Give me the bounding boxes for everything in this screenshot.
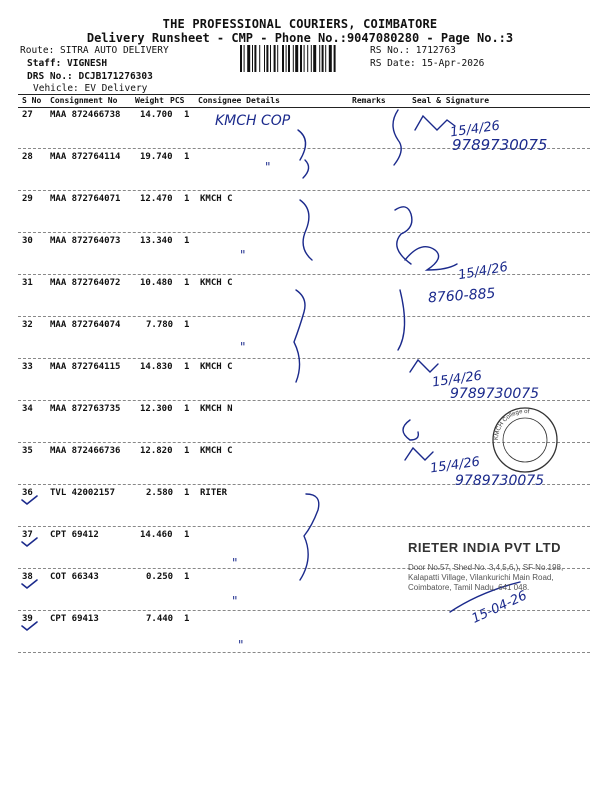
row-weight: 0.250 [146, 572, 174, 582]
row-weight: 2.580 [146, 488, 174, 498]
row-sno: 38 [22, 572, 33, 582]
row-weight: 14.460 [140, 530, 173, 540]
row-sno: 35 [22, 446, 33, 456]
staff-label: Staff: VIGNESH [27, 58, 108, 69]
row-consignee: KMCH C [200, 362, 233, 372]
handwritten-ditto: " [240, 248, 246, 262]
barcode-bar [247, 45, 250, 72]
row-pcs: 1 [184, 572, 190, 582]
barcode-bar [313, 45, 316, 72]
row-consignment: MAA 872764073 [50, 236, 121, 246]
row-weight: 14.700 [140, 110, 173, 120]
college-seal [490, 405, 560, 475]
row-consignment: COT 66343 [50, 572, 99, 582]
handwritten-date: 15/4/26 [429, 454, 481, 477]
row-pcs: 1 [184, 320, 190, 330]
barcode-bar [322, 45, 324, 72]
barcode-bar [274, 45, 276, 72]
row-pcs: 1 [184, 110, 190, 120]
row-pcs: 1 [184, 236, 190, 246]
stamp-company: RIETER INDIA PVT LTD [408, 540, 561, 555]
handwritten-ditto: " [238, 638, 244, 652]
vehicle-label: Vehicle: EV Delivery [33, 83, 148, 94]
col-pcs: PCS [170, 96, 185, 105]
handwritten-kmch-cop: KMCH COP [215, 113, 291, 129]
barcode-bar [329, 45, 332, 72]
row-pcs: 1 [184, 362, 190, 372]
barcode-bar [244, 45, 245, 72]
row-consignee: KMCH N [200, 404, 233, 414]
row-sno: 33 [22, 362, 33, 372]
row-sno: 28 [22, 152, 33, 162]
row-sno: 31 [22, 278, 33, 288]
barcode-bar [254, 45, 256, 72]
barcode-bar [319, 45, 320, 72]
barcode-bar [288, 45, 290, 72]
table-row [18, 610, 590, 653]
row-weight: 10.480 [140, 278, 173, 288]
row-pcs: 1 [184, 614, 190, 624]
row-sno: 29 [22, 194, 33, 204]
barcode-bar [300, 45, 302, 72]
barcode-bar [270, 45, 271, 72]
stamp-address-line: Kalapatti Village, Vilankurichi Main Road, [408, 573, 554, 582]
handwritten-ditto: " [232, 594, 238, 608]
row-pcs: 1 [184, 446, 190, 456]
barcode-bar [266, 45, 268, 72]
barcode-bar [325, 45, 326, 72]
seal-text: KMCH College of [493, 408, 530, 441]
row-consignment: TVL 42002157 [50, 488, 116, 498]
barcode-bar [282, 45, 284, 72]
row-consignment: MAA 872764074 [50, 320, 121, 330]
row-weight: 7.440 [146, 614, 174, 624]
table-row [18, 316, 590, 359]
row-sno: 27 [22, 110, 33, 120]
row-consignee: KMCH C [200, 194, 233, 204]
handwritten-ditto: " [232, 556, 238, 570]
barcode-bar [264, 45, 265, 72]
handwritten-date: 15/4/26 [457, 259, 510, 284]
row-consignment: CPT 69412 [50, 530, 99, 540]
row-consignment: MAA 872466738 [50, 110, 121, 120]
barcode-bar [334, 45, 336, 72]
col-weight: Weight [135, 96, 164, 105]
handwritten-date: 15-04-26 [469, 588, 530, 627]
handwritten-phone: 9789730075 [452, 136, 548, 154]
barcode-bar [311, 45, 312, 72]
barcode-bar [252, 45, 253, 72]
company-title: THE PROFESSIONAL COURIERS, COIMBATORE [162, 17, 438, 31]
row-pcs: 1 [184, 530, 190, 540]
table-row [18, 148, 590, 191]
row-sno: 36 [22, 488, 33, 498]
barcode-bar [240, 45, 242, 72]
handwritten-date: 15/4/26 [449, 118, 501, 141]
col-consignment: Consignment No [50, 96, 118, 105]
row-consignee: KMCH C [200, 278, 233, 288]
col-remarks: Remarks [352, 96, 386, 105]
barcode-bar [295, 45, 298, 72]
row-pcs: 1 [184, 488, 190, 498]
row-pcs: 1 [184, 194, 190, 204]
svg-text:KMCH College of [494, 409, 530, 440]
row-consignee: KMCH C [200, 446, 233, 456]
handwritten-ditto: " [265, 160, 271, 174]
row-sno: 30 [22, 236, 33, 246]
row-sno: 37 [22, 530, 33, 540]
route-label: Route: SITRA AUTO DELIVERY [20, 45, 169, 56]
handwritten-phone: 9789730075 [450, 386, 540, 402]
barcode-bar [307, 45, 308, 72]
row-consignment: MAA 872764072 [50, 278, 121, 288]
row-consignment: MAA 872764114 [50, 152, 121, 162]
row-consignment: MAA 872764115 [50, 362, 121, 372]
barcode-bar [286, 45, 287, 72]
row-weight: 13.340 [140, 236, 173, 246]
row-weight: 19.740 [140, 152, 173, 162]
col-seal: Seal & Signature [412, 96, 490, 105]
barcode-bar [293, 45, 294, 72]
handwritten-phone: 9789730075 [455, 473, 545, 489]
row-weight: 12.820 [140, 446, 173, 456]
table-row [18, 484, 590, 527]
col-sno: S No [22, 96, 42, 105]
stamp-address-line: Coimbatore, Tamil Nadu, 641 048. [408, 583, 530, 592]
stamp-address-line: Door No.57, Shed No. 3,4,5,6,), SF No.198, [408, 563, 564, 572]
barcode-bar [259, 45, 260, 72]
row-weight: 12.300 [140, 404, 173, 414]
runsheet-subtitle: Delivery Runsheet - CMP - Phone No.:9047080280 - Page No.:3 [86, 31, 514, 45]
handwritten-phone: 8760-885 [427, 285, 496, 307]
row-consignment: MAA 872764071 [50, 194, 121, 204]
row-consignee: RITER [200, 488, 228, 498]
barcode [240, 45, 366, 72]
row-pcs: 1 [184, 152, 190, 162]
rs-date: RS Date: 15-Apr-2026 [370, 58, 485, 69]
row-weight: 7.780 [146, 320, 174, 330]
company-stamp [408, 540, 593, 600]
row-consignment: MAA 872466736 [50, 446, 121, 456]
handwritten-date: 15/4/26 [431, 368, 483, 391]
row-sno: 39 [22, 614, 33, 624]
row-sno: 32 [22, 320, 33, 330]
row-consignment: CPT 69413 [50, 614, 99, 624]
row-weight: 14.830 [140, 362, 173, 372]
row-pcs: 1 [184, 278, 190, 288]
row-consignment: MAA 872763735 [50, 404, 121, 414]
table-row [18, 190, 590, 233]
row-weight: 12.470 [140, 194, 173, 204]
col-consignee: Consignee Details [198, 96, 280, 105]
handwritten-ditto: " [240, 340, 246, 354]
row-pcs: 1 [184, 404, 190, 414]
row-sno: 34 [22, 404, 33, 414]
barcode-bar [277, 45, 278, 72]
table-row [18, 274, 590, 317]
rs-number: RS No.: 1712763 [370, 45, 456, 56]
drs-label: DRS No.: DCJB171276303 [27, 71, 153, 82]
barcode-bar [304, 45, 305, 72]
